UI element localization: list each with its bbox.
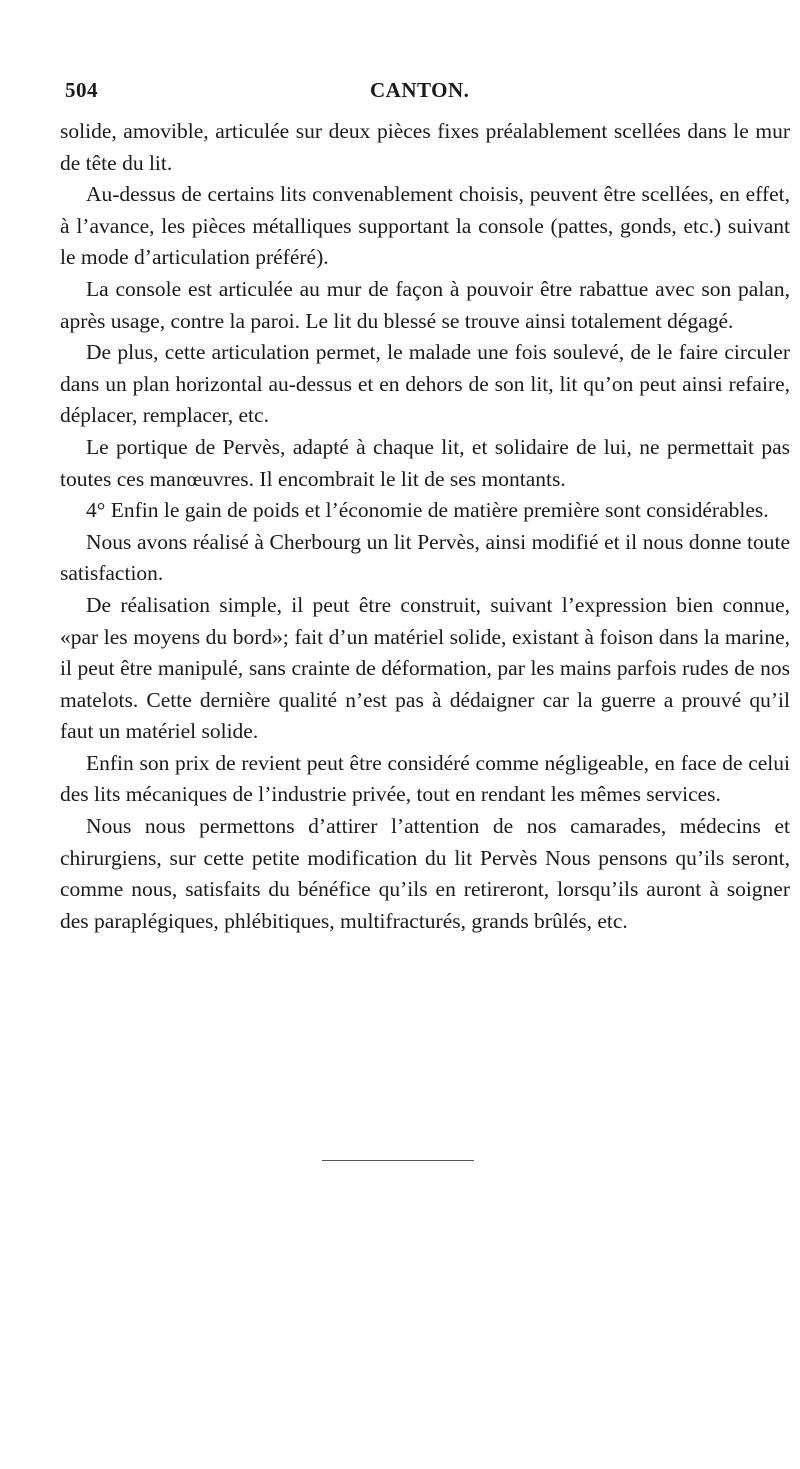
paragraph: solide, amovible, articulée sur deux pièces fixes préalablement scellées dans le mur de tête du lit. xyxy=(60,119,790,175)
paragraph: Nous avons réalisé à Cherbourg un lit Pervès, ainsi modifié et il nous donne toute satisfaction. xyxy=(60,529,790,586)
page xyxy=(60,78,790,937)
paragraph: De plus, cette articulation permet, le malade une fois soulevé, de le faire circuler dans un plan horizontal au-dessus et en dehors de son lit, lit qu’on peut ainsi refaire, déplacer, remplacer, etc. xyxy=(60,340,790,428)
paragraph: Enfin son prix de revient peut être considéré comme négligeable, en face de celui des lits mécaniques de l’industrie privée, tout en rendant les mêmes services. xyxy=(60,750,790,807)
running-head xyxy=(60,78,790,112)
page-number: 504 xyxy=(65,78,98,102)
running-title: CANTON. xyxy=(370,78,470,102)
end-rule xyxy=(322,1160,474,1161)
paragraph: 4° Enfin le gain de poids et l’économie de matière première sont considérables. xyxy=(86,498,769,523)
paragraph: Nous nous permettons d’attirer l’attention de nos camarades, médecins et chirurgiens, sur cette petite modification du lit Pervès Nous pensons qu’ils seront, comme nous, satisfaits du bénéfice qu’ils en retireront, lorsqu’ils auront à soigner des paraplégiques, phlébitiques, multifracturés, grands brûlés, etc. xyxy=(60,814,790,933)
paragraph: La console est articulée au mur de façon à pouvoir être rabattue avec son palan, après usage, contre la paroi. Le lit du blessé se trouve ainsi totalement dégagé. xyxy=(60,276,790,333)
paragraph: De réalisation simple, il peut être construit, suivant l’expression bien connue, «par les moyens du bord»; fait d’un matériel solide, existant à foison dans la marine, il peut être manipulé, sans crainte de déformation, par les mains parfois rudes de nos matelots. Cette dernière qualité n’est pas à dédaigner car la guerre a prouvé qu’il faut un matériel solide. xyxy=(60,592,790,744)
paragraph: Le portique de Pervès, adapté à chaque lit, et solidaire de lui, ne permettait pas toutes ces manœuvres. Il encombrait le lit de ses montants. xyxy=(60,434,790,491)
paragraph: Au-dessus de certains lits convenablement choisis, peuvent être scellées, en effet, à l’avance, les pièces métalliques supportant la console (pattes, gonds, etc.) suivant le mode d’articulation préféré). xyxy=(60,182,790,270)
body-text xyxy=(60,116,790,937)
